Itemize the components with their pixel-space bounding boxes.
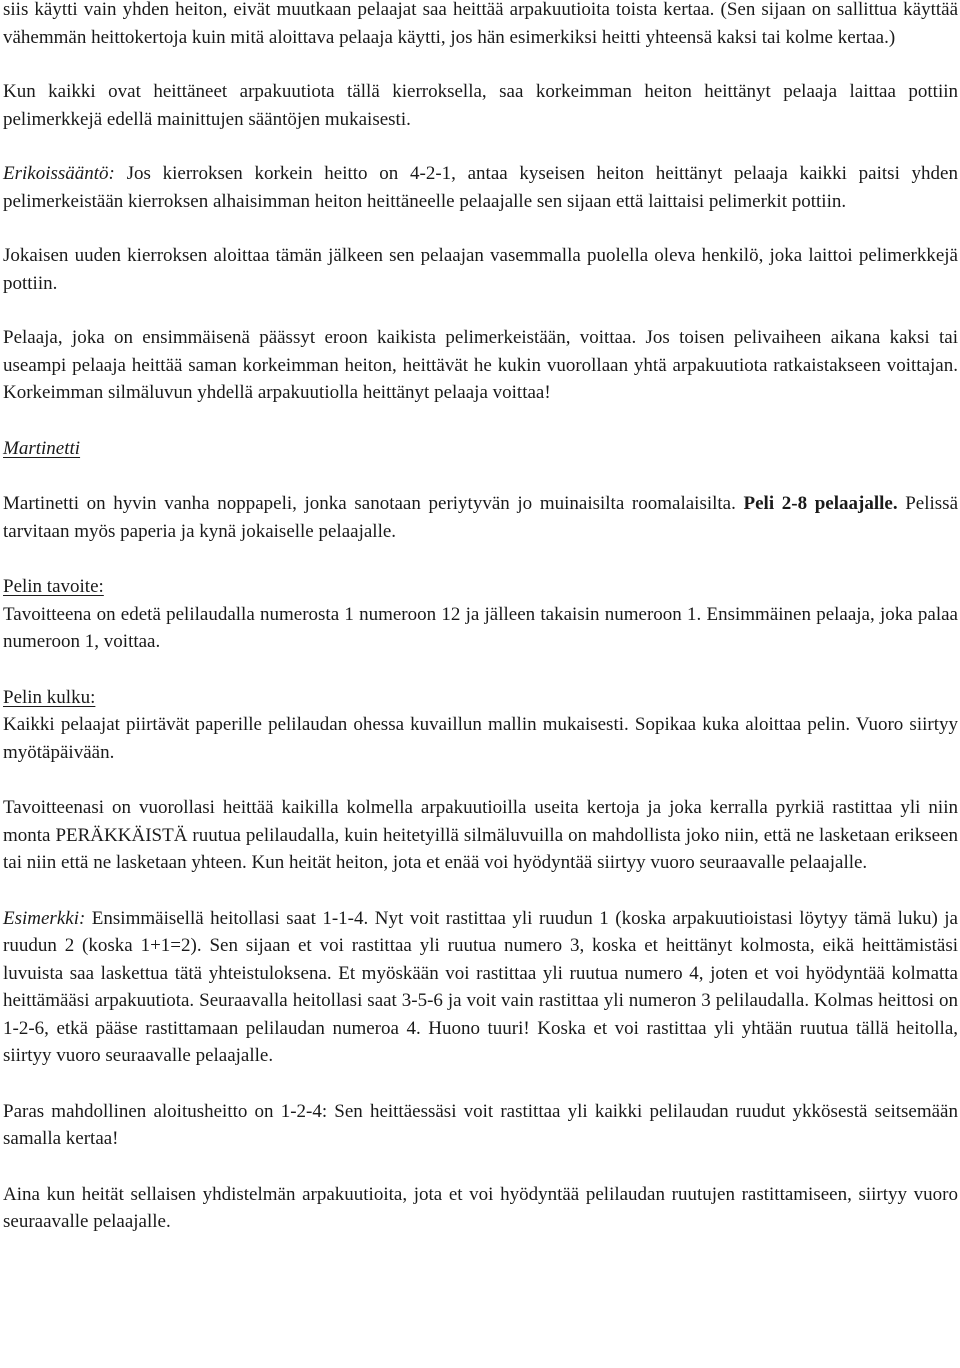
paragraph-gameplay: Kaikki pelaajat piirtävät paperille pelilaudan ohessa kuvaillun mallin mukaisesti. Sopikaa kuka aloittaa pelin. Vuoro siirtyy myötäpäivään. xyxy=(3,714,958,763)
special-rule-text: Jos kierroksen korkein heitto on 4-2-1, antaa kyseisen heiton heittänyt pelaaja kaikki paitsi yhden pelimerkeistään kierroksen alhaisimman heiton heittäneelle pelaajalle sen sijaan että laittaisi pelimerkit pottiin. xyxy=(3,163,958,212)
section-heading-martinetti: Martinetti xyxy=(3,437,81,459)
paragraph-best-opening: Paras mahdollinen aloitusheitto on 1-2-4: Sen heittäessäsi voit rastittaa yli kaikki pelilaudan ruudut ykkösestä seitsemään samalla kertaa! xyxy=(3,1100,958,1149)
paragraph-rules-continued: siis käytti vain yhden heiton, eivät muutkaan pelaajat saa heittää arpakuutioita toista kertaa. (Sen sijaan on sallittua käyttää vähemmän heittokertoja kuin mitä aloittava pelaaja käytti, jos hän esimerkiksi heitti yhteensä kaksi tai kolme kertaa.) xyxy=(3,0,958,48)
paragraph-turn-passes: Aina kun heität sellaisen yhdistelmän arpakuutioita, jota et voi hyödyntää pelilaudan ruutujen rastittamiseen, siirtyy vuoro seuraavalle pelaajalle. xyxy=(3,1183,958,1232)
subheading-gameplay: Pelin kulku: xyxy=(3,686,96,708)
subheading-goal: Pelin tavoite: xyxy=(3,576,104,597)
document-page xyxy=(3,0,958,1236)
paragraph-goal: Tavoitteena on edetä pelilaudalla numerosta 1 numeroon 12 ja jälleen takaisin numeroon 1. Ensimmäinen pelaaja, joka palaa numeroon 1, voittaa. xyxy=(3,603,958,652)
example-text: Ensimmäisellä heitollasi saat 1-1-4. Nyt voit rastittaa yli ruudun 1 (koska arpakuutioistasi löytyy tämä luku) ja ruudun 2 (koska 1+1=2). Sen sijaan et voi rastittaa yli ruutua numero 3, koska et heittänyt kolmosta, eikä heittämistäsi luvuista saa laskettua tätä yhteistuloksena. Et myöskään voi rastittaa yli ruutua numero 4, joten et voi hyödyntää kolmatta heittämääsi arpakuutiota. Seuraavalla heitollasi saat 3-5-6 ja voit vain rastittaa yli numeron 3 pelilaudalla. Kolmas heittosi on 1-2-6, etkä pääse rastittamaan pelilaudan numeroa 4. Huono tuuri! Koska et voi rastittaa yli yhtään ruutua tällä heitolla, siirtyy vuoro seuraavalle pelaajalle. xyxy=(3,907,958,1066)
paragraph-special-rule xyxy=(3,160,958,215)
paragraph-martinetti-intro xyxy=(3,490,958,545)
example-label: Esimerkki: xyxy=(3,907,86,929)
paragraph-winner: Pelaaja, joka on ensimmäisenä päässyt eroon kaikista pelimerkeistään, voittaa. Jos toisen pelivaiheen aikana kaksi tai useampi pelaaja heittää saman korkeimman heiton, heittävät he kukin vuorollaan yhtä arpakuutiota ratkaistakseen voittajan. Korkeimman silmäluvun yhdellä arpakuutiolla heittänyt pelaaja voittaa! xyxy=(3,327,958,403)
player-count: Peli 2-8 pelaajalle. xyxy=(743,493,898,514)
paragraph-example xyxy=(3,905,958,1070)
paragraph-round-end: Kun kaikki ovat heittäneet arpakuutiota tällä kierroksella, saa korkeimman heiton heittänyt pelaaja laittaa pottiin pelimerkkejä edellä mainittujen sääntöjen mukaisesti. xyxy=(3,81,958,130)
paragraph-new-round: Jokaisen uuden kierroksen aloittaa tämän jälkeen sen pelaajan vasemmalla puolella oleva henkilö, joka laittoi pelimerkkejä pottiin. xyxy=(3,245,958,294)
martinetti-intro-text: Martinetti on hyvin vanha noppapeli, jonka sanotaan periytyvän jo muinaisilta roomalaisilta. xyxy=(3,493,744,514)
martinetti-intro-tail: Pelissä tarvitaan myös paperia ja kynä jokaiselle pelaajalle. xyxy=(3,493,959,542)
special-rule-label: Erikoissääntö: xyxy=(3,163,115,184)
paragraph-objective: Tavoitteenasi on vuorollasi heittää kaikilla kolmella arpakuutioilla useita kertoja ja joka kerralla pyrkiä rastittaa yli niin monta PERÄKKÄISTÄ ruutua pelilaudalla, kuin heitetyillä silmäluvuilla on mahdollista joko niin, että ne lasketaan erikseen tai niin että ne lasketaan yhteen. Kun heität heiton, jota et enää voi hyödyntää siirtyy vuoro seuraavalle pelaajalle. xyxy=(3,797,958,873)
